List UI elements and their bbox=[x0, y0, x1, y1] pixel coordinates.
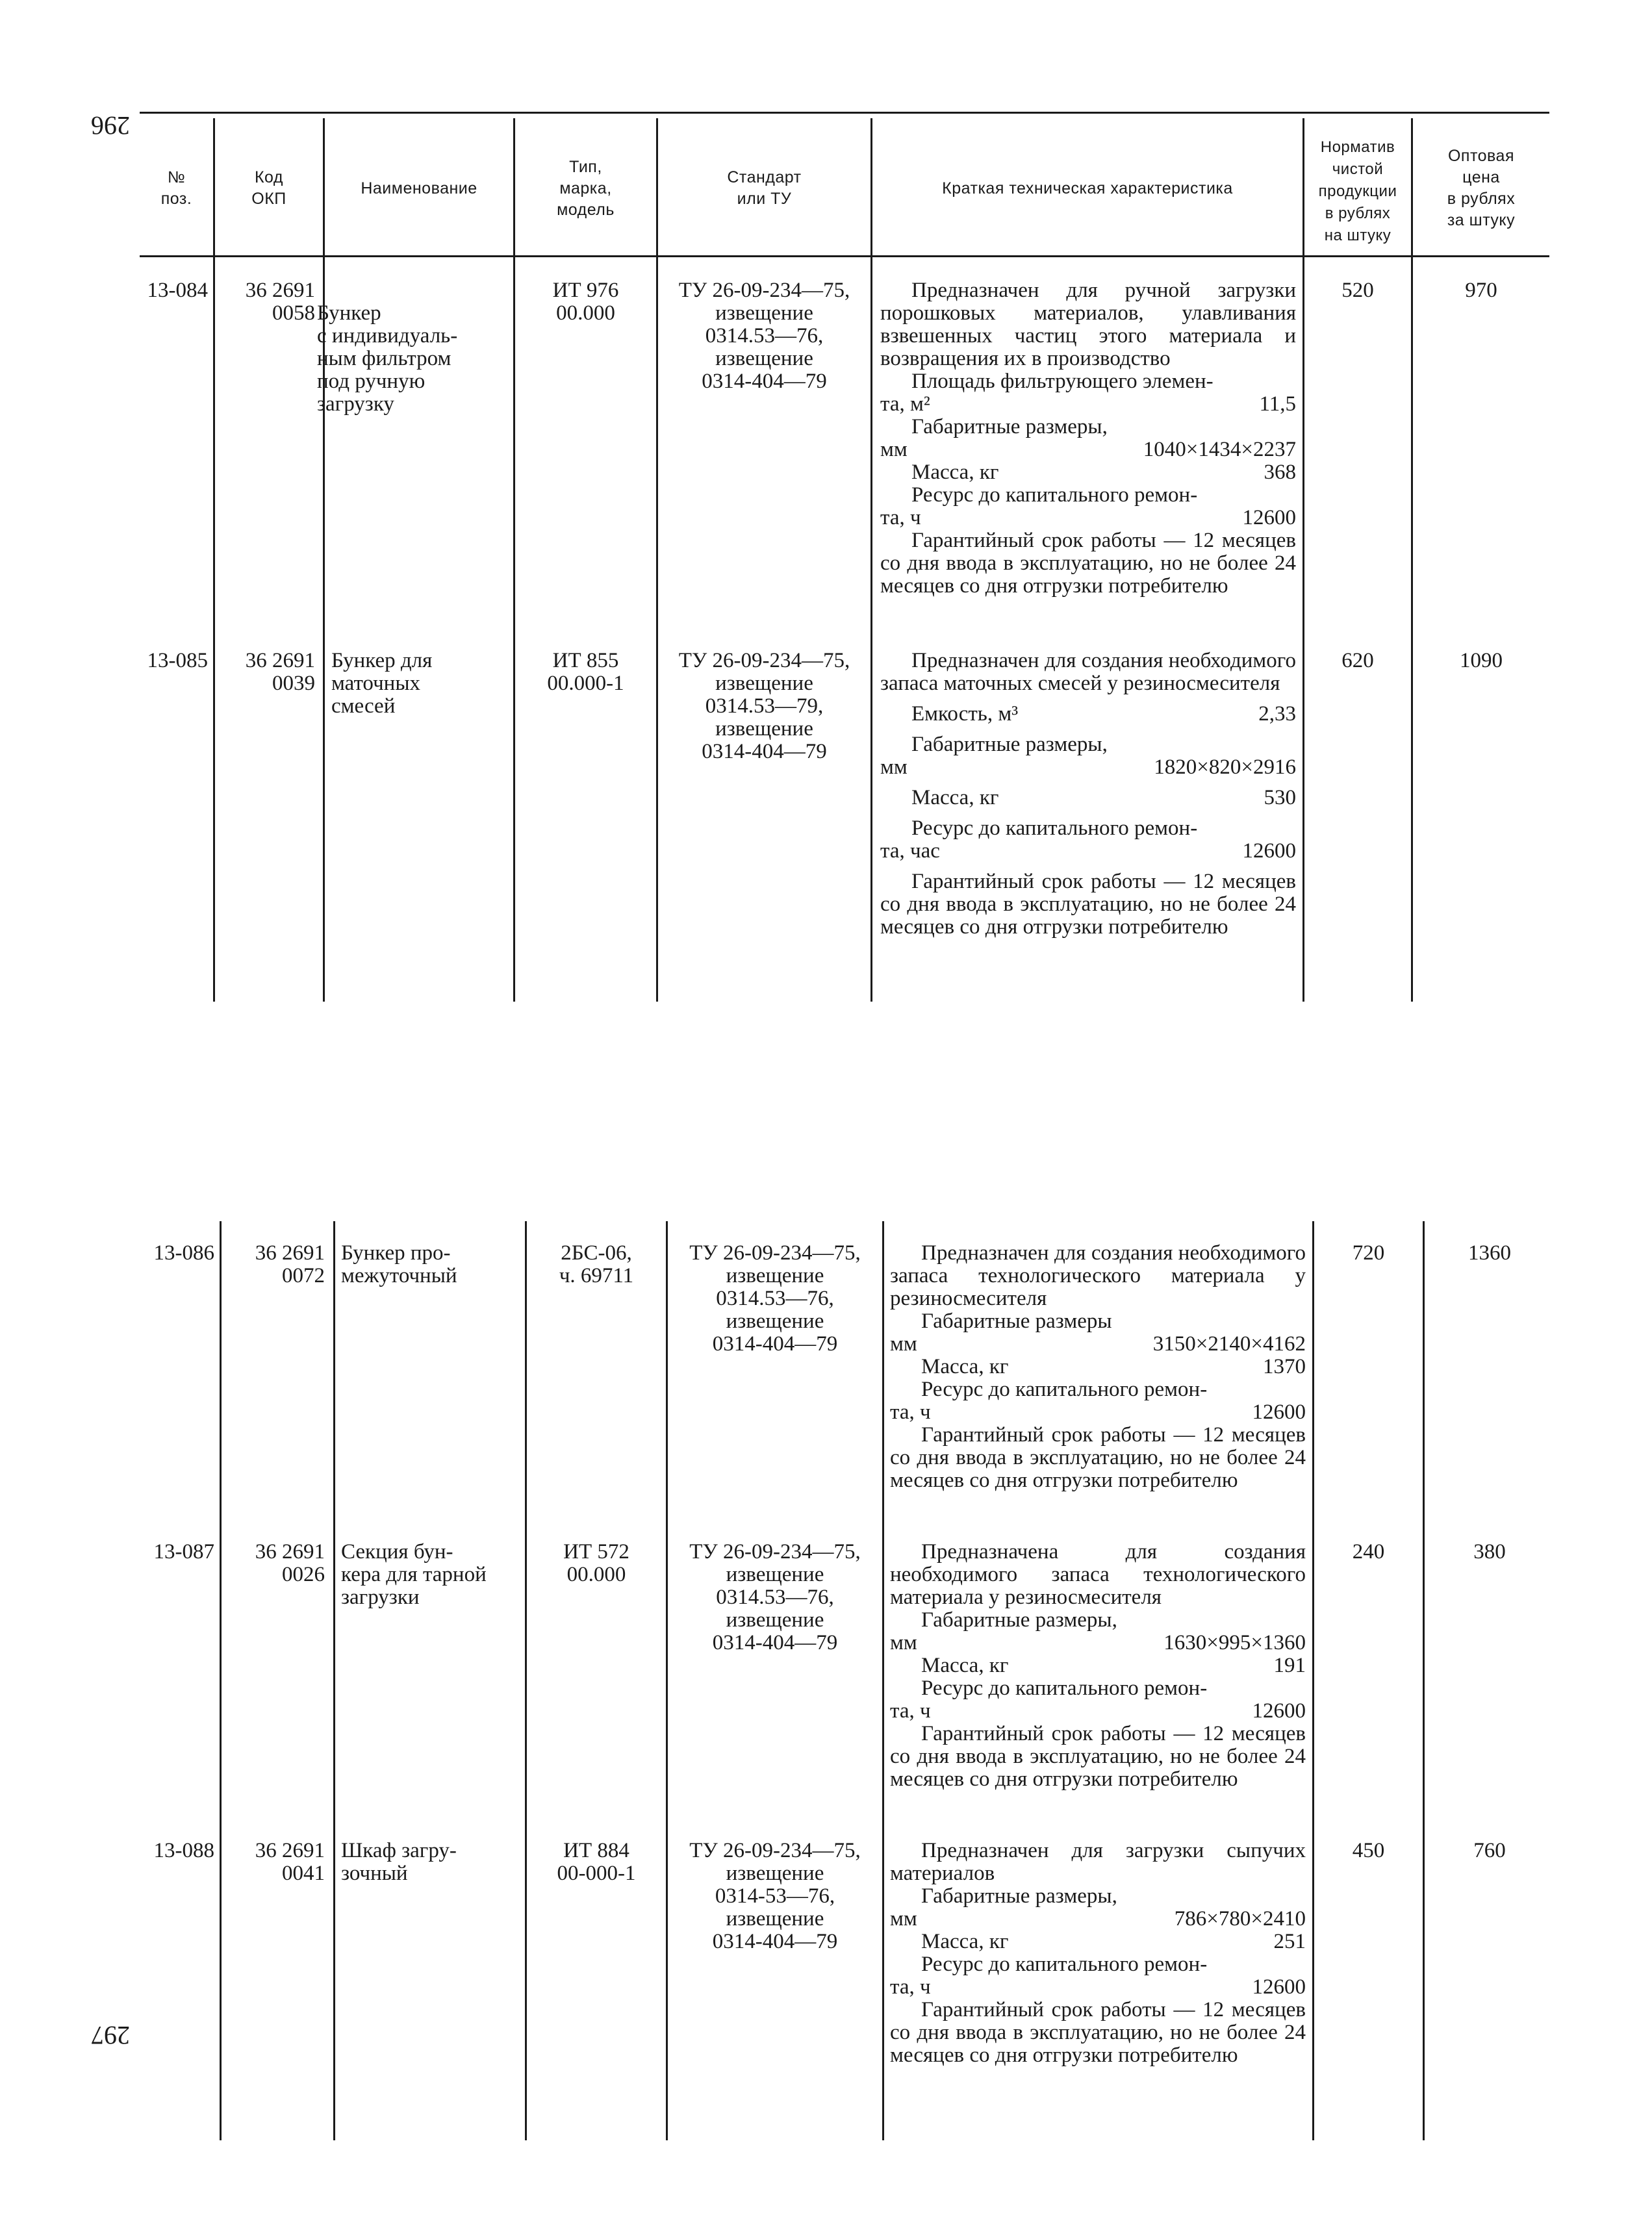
row-description bbox=[880, 650, 1296, 939]
param-label: та, м² bbox=[880, 392, 930, 416]
param-label: Ресурс до капитального ремон- bbox=[921, 1953, 1208, 1976]
param-label: та, ч bbox=[890, 1975, 931, 1999]
param-label: Масса, кг bbox=[921, 1930, 1009, 1953]
param-value: 1820×820×2916 bbox=[1154, 755, 1296, 779]
row-type: ИТ 855 00.000-1 bbox=[547, 649, 624, 695]
desc-param bbox=[880, 370, 1296, 393]
desc-param bbox=[880, 756, 1296, 779]
row-name: Бункер для маточных смесей bbox=[331, 649, 433, 718]
desc-param bbox=[880, 484, 1296, 507]
row-standard: ТУ 26-09-234—75, извещение 0314.53—76, извещение 0314-404—79 bbox=[689, 1540, 861, 1654]
param-label: Ресурс до капитального ремон- bbox=[911, 817, 1198, 840]
param-value: 251 bbox=[1273, 1930, 1306, 1953]
param-label: Масса, кг bbox=[921, 1355, 1009, 1378]
header-price: Оптовая цена в рублях за штуку bbox=[1447, 147, 1516, 229]
row-name: Бункер про- межуточный bbox=[341, 1241, 457, 1287]
row-type: ИТ 976 00.000 bbox=[552, 279, 619, 325]
page-number-right: 297 bbox=[91, 2021, 130, 2050]
row-norm: 240 bbox=[1352, 1540, 1385, 1563]
desc-param bbox=[890, 1310, 1306, 1333]
param-value: 368 bbox=[1264, 461, 1296, 484]
row-num: 13-084 bbox=[147, 279, 208, 302]
param-label: мм bbox=[890, 1631, 917, 1654]
row-price: 760 bbox=[1473, 1839, 1506, 1862]
row-norm: 520 bbox=[1341, 279, 1374, 302]
desc-param bbox=[890, 1677, 1306, 1700]
param-label: Габаритные размеры, bbox=[911, 415, 1108, 438]
param-label: мм bbox=[890, 1332, 917, 1356]
row-type: ИТ 572 00.000 bbox=[563, 1540, 629, 1586]
header-description: Краткая техническая характеристика bbox=[942, 179, 1233, 197]
desc-param bbox=[890, 1885, 1306, 1908]
desc-param bbox=[880, 461, 1296, 484]
row-description bbox=[890, 1242, 1306, 1492]
desc-warranty: Гарантийный срок работы — 12 месяцев со дня ввода в эксплуатацию, но не более 24 месяцев со дня отгрузки потребителю bbox=[890, 1722, 1306, 1791]
param-value: 530 bbox=[1264, 786, 1296, 809]
row-name: Секция бун- кера для тарной загрузки bbox=[341, 1540, 487, 1609]
desc-intro: Предназначен для создания необходимого запаса маточных смесей у резиносмесителя bbox=[880, 649, 1296, 695]
row-okp-1: 36 2691 bbox=[255, 1839, 325, 1862]
desc-intro: Предназначен для загрузки сыпучих материалов bbox=[890, 1839, 1306, 1885]
row-price: 1090 bbox=[1460, 649, 1503, 672]
row-okp-2: 0039 bbox=[272, 672, 315, 695]
desc-param bbox=[880, 416, 1296, 438]
desc-param bbox=[890, 1632, 1306, 1654]
param-label: та, ч bbox=[880, 506, 921, 529]
row-okp-1: 36 2691 bbox=[255, 1540, 325, 1563]
param-label: Ресурс до капитального ремон- bbox=[921, 1378, 1208, 1401]
param-value: 12600 bbox=[1242, 839, 1296, 863]
desc-param bbox=[890, 1654, 1306, 1677]
desc-param bbox=[880, 840, 1296, 863]
param-value: 12600 bbox=[1242, 506, 1296, 529]
desc-warranty: Гарантийный срок работы — 12 месяцев со дня ввода в эксплуатацию, но не более 24 месяцев со дня отгрузки потребителю bbox=[890, 1998, 1306, 2067]
param-value: 12600 bbox=[1252, 1975, 1306, 1999]
param-label: Площадь фильтрующего элемен- bbox=[911, 370, 1214, 393]
param-value: 1040×1434×2237 bbox=[1143, 438, 1296, 461]
desc-param bbox=[880, 703, 1296, 726]
param-label: та, ч bbox=[890, 1400, 931, 1424]
row-price: 1360 bbox=[1468, 1241, 1511, 1265]
param-label: Ресурс до капитального ремон- bbox=[921, 1677, 1208, 1700]
header-name: Наименование bbox=[361, 179, 477, 197]
row-okp-2: 0026 bbox=[282, 1563, 325, 1586]
desc-param bbox=[890, 1609, 1306, 1632]
header-standard: Стандарт или ТУ bbox=[727, 168, 802, 208]
header-type: Тип, марка, модель bbox=[557, 157, 615, 219]
param-label: та, час bbox=[880, 839, 940, 863]
param-label: Масса, кг bbox=[921, 1654, 1009, 1677]
row-num: 13-088 bbox=[153, 1839, 214, 1862]
desc-param bbox=[890, 1401, 1306, 1424]
param-label: Габаритные размеры, bbox=[921, 1608, 1117, 1632]
desc-warranty: Гарантийный срок работы — 12 месяцев со дня ввода в эксплуатацию, но не более 24 месяцев со дня отгрузки потребителю bbox=[880, 870, 1296, 939]
param-value: 12600 bbox=[1252, 1400, 1306, 1424]
desc-warranty: Гарантийный срок работы — 12 месяцев со дня ввода в эксплуатацию, но не более 24 месяцев со дня отгрузки потребителю bbox=[880, 529, 1296, 598]
desc-param bbox=[890, 1356, 1306, 1378]
header-num: № поз. bbox=[160, 168, 192, 208]
param-value: 191 bbox=[1273, 1654, 1306, 1677]
desc-warranty: Гарантийный срок работы — 12 месяцев со дня ввода в эксплуатацию, но не более 24 месяцев со дня отгрузки потребителю bbox=[890, 1423, 1306, 1492]
row-standard: ТУ 26-09-234—75, извещение 0314.53—76, извещение 0314-404—79 bbox=[689, 1241, 861, 1356]
desc-intro: Предназначена для создания необходимого запаса технологического материала у резиносмесителя bbox=[890, 1540, 1306, 1609]
desc-intro: Предназначен для создания необходимого запаса технологического материала у резиносмесителя bbox=[890, 1241, 1306, 1310]
desc-param bbox=[890, 1908, 1306, 1931]
desc-param bbox=[880, 438, 1296, 461]
param-label: Масса, кг bbox=[911, 461, 999, 484]
param-value: 1630×995×1360 bbox=[1163, 1631, 1306, 1654]
row-standard: ТУ 26-09-234—75, извещение 0314.53—79, извещение 0314-404—79 bbox=[678, 649, 850, 763]
row-type: 2БС-06, ч. 69711 bbox=[559, 1241, 634, 1287]
desc-param bbox=[890, 1700, 1306, 1723]
row-name bbox=[317, 279, 512, 416]
row-description bbox=[890, 1840, 1306, 2067]
param-value: 11,5 bbox=[1259, 392, 1296, 416]
desc-param bbox=[890, 1953, 1306, 1976]
row-standard: ТУ 26-09-234—75, извещение 0314.53—76, извещение 0314-404—79 bbox=[678, 279, 850, 393]
desc-param bbox=[880, 393, 1296, 416]
desc-param bbox=[880, 787, 1296, 809]
desc-intro: Предназначен для ручной загрузки порошковых материалов, улавливания взвешенных частиц этого материала и возвращения их в производство bbox=[880, 279, 1296, 370]
desc-param bbox=[890, 1333, 1306, 1356]
header-okp: Код ОКП bbox=[251, 168, 286, 208]
param-label: Емкость, м³ bbox=[911, 702, 1019, 726]
row-okp-2: 0072 bbox=[282, 1264, 325, 1287]
row-name: Шкаф загру- зочный bbox=[341, 1839, 457, 1885]
desc-param bbox=[880, 733, 1296, 756]
desc-param bbox=[890, 1931, 1306, 1953]
param-label: Габаритные размеры bbox=[921, 1310, 1112, 1333]
desc-param bbox=[890, 1378, 1306, 1401]
param-value: 786×780×2410 bbox=[1174, 1907, 1306, 1931]
param-label: та, ч bbox=[890, 1699, 931, 1723]
header-norm: Норматив чистой продукции в рублях на штуку bbox=[1318, 138, 1397, 244]
param-label: Габаритные размеры, bbox=[911, 733, 1108, 756]
row-name-text: Бункер с индивидуаль- ным фильтром под ручную загрузку bbox=[317, 301, 458, 416]
row-norm: 450 bbox=[1352, 1839, 1385, 1862]
row-okp-1: 36 2691 bbox=[255, 1241, 325, 1265]
row-norm: 620 bbox=[1341, 649, 1374, 672]
row-type: ИТ 884 00-000-1 bbox=[557, 1839, 636, 1885]
row-okp-2: 0058 bbox=[272, 301, 315, 325]
row-price: 380 bbox=[1473, 1540, 1506, 1563]
desc-param bbox=[880, 817, 1296, 840]
param-label: мм bbox=[880, 755, 908, 779]
desc-param bbox=[890, 1976, 1306, 1999]
row-okp-1: 36 2691 bbox=[245, 279, 315, 302]
row-num: 13-086 bbox=[153, 1241, 214, 1265]
row-norm: 720 bbox=[1352, 1241, 1385, 1265]
row-standard: ТУ 26-09-234—75, извещение 0314-53—76, извещение 0314-404—79 bbox=[689, 1839, 861, 1953]
param-value: 12600 bbox=[1252, 1699, 1306, 1723]
param-label: Ресурс до капитального ремон- bbox=[911, 483, 1198, 507]
param-label: мм bbox=[880, 438, 908, 461]
param-value: 2,33 bbox=[1258, 702, 1296, 726]
row-okp-1: 36 2691 bbox=[245, 649, 315, 672]
param-value: 3150×2140×4162 bbox=[1152, 1332, 1306, 1356]
row-price: 970 bbox=[1465, 279, 1497, 302]
param-value: 1370 bbox=[1263, 1355, 1306, 1378]
row-description bbox=[880, 279, 1296, 598]
desc-param bbox=[880, 507, 1296, 529]
row-okp-2: 0041 bbox=[282, 1862, 325, 1885]
row-description bbox=[890, 1541, 1306, 1791]
row-num: 13-085 bbox=[147, 649, 208, 672]
param-label: мм bbox=[890, 1907, 917, 1931]
param-label: Габаритные размеры, bbox=[921, 1884, 1117, 1908]
page-number-left: 296 bbox=[91, 111, 130, 140]
row-num: 13-087 bbox=[153, 1540, 214, 1563]
param-label: Масса, кг bbox=[911, 786, 999, 809]
